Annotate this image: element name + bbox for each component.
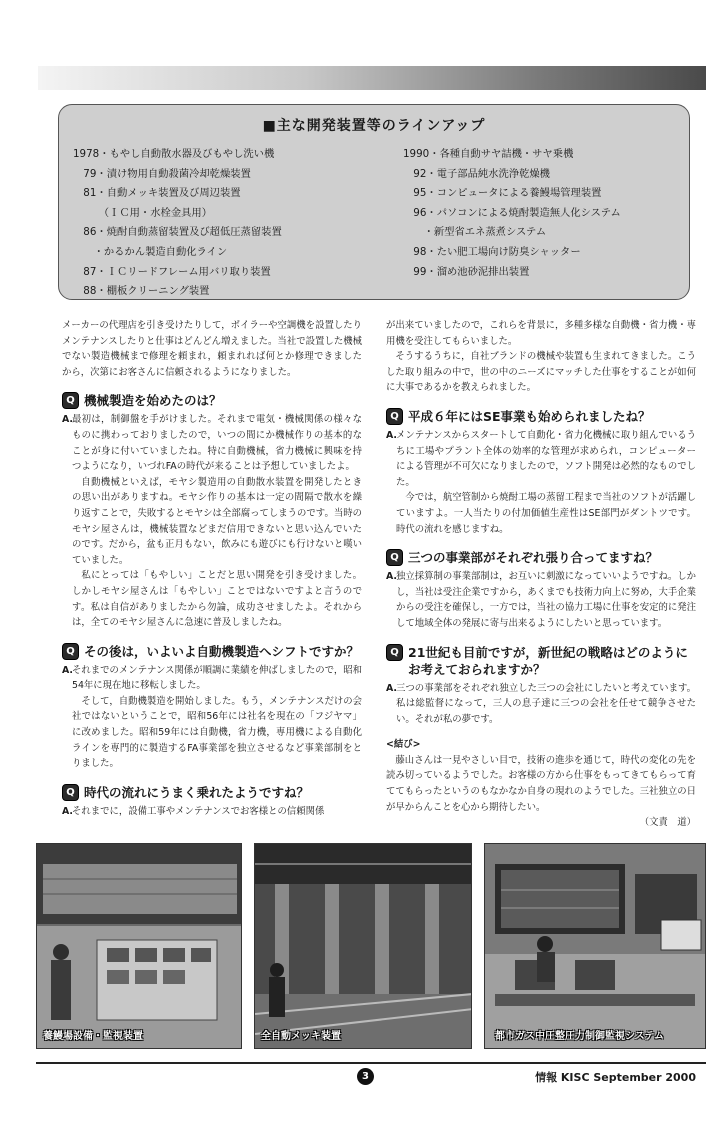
lineup-item: 86・焼酎自動蒸留装置及び超低圧蒸留装置 xyxy=(73,226,282,239)
lineup-title: ■主な開発装置等のラインアップ xyxy=(262,118,486,134)
answer-marker: A. xyxy=(62,805,73,817)
header-gradient-band xyxy=(38,66,706,90)
answer-paragraph: 今では，航空管制から焼酎工場の蒸留工程まで当社のソフトが活躍していますよ。一人当たりの付加価値生産性はSE部門がダントツです。時代の流れを感じますね。 xyxy=(396,492,696,535)
lineup-item: 87・ＩＣリードフレーム用バリ取り装置 xyxy=(73,265,271,278)
question-heading xyxy=(386,644,696,678)
answer-paragraph: それまでに，設備工事やメンテナンスでお客様との信頼関係 xyxy=(72,805,325,817)
lineup-item: 81・自動メッキ装置及び周辺装置 xyxy=(73,187,241,200)
answer-block xyxy=(62,663,362,772)
q-badge-icon: Q xyxy=(62,643,79,660)
answer-block xyxy=(386,569,696,631)
question-heading xyxy=(62,784,362,801)
article-right-column xyxy=(386,318,696,831)
article-left-column xyxy=(62,318,362,819)
answer-marker: A. xyxy=(62,664,73,676)
continuation-paragraph: が出来ていましたので，これらを背景に，多種多様な自動機・省力機・専用機を受注してもらいました。 xyxy=(386,320,696,347)
answer-paragraph: 私にとっては「もやしい」ことだと思い開発を引き受けました。しかしモヤシ屋さんは「もやしい」ことではないですよと言うのです。私は自信がありましたから勿論，成功させましたよ。それからは，全てのモヤシ屋さんに急速に普及しましたね。 xyxy=(72,570,362,629)
eel-farm-photo-illustration xyxy=(37,844,242,1049)
question-heading xyxy=(62,392,362,409)
photo-strip xyxy=(36,843,706,1053)
answer-marker: A. xyxy=(386,429,397,441)
lineup-item: 98・たい肥工場向け防臭シャッター xyxy=(403,245,581,258)
lineup-item: 1990・各種自動サヤ詰機・サヤ乗機 xyxy=(403,148,574,160)
question-text: その後は，いよいよ自動機製造へシフトですか？ xyxy=(84,643,360,659)
question-heading xyxy=(62,643,362,660)
gas-control-photo-illustration xyxy=(485,844,706,1049)
lineup-item: 95・コンピュータによる養鰻場管理装置 xyxy=(403,187,602,200)
photo-caption: 全自動メッキ装置 xyxy=(261,1031,341,1042)
answer-marker: A. xyxy=(386,682,397,694)
answer-paragraph: それまでのメンテナンス関係が順調に業績を伸ばしましたので，昭和54年に現在地に移転しました。 xyxy=(72,664,362,692)
lineup-right-column xyxy=(403,145,621,282)
q-badge-icon: Q xyxy=(386,549,403,566)
q-badge-icon: Q xyxy=(62,784,79,801)
question-text: 平成６年にはSE事業も始められましたね？ xyxy=(408,408,651,424)
photo-plating-machine xyxy=(254,843,472,1049)
lineup-item: 99・溜め池砂泥排出装置 xyxy=(403,265,530,278)
question-heading xyxy=(386,408,696,425)
photo-eel-farm xyxy=(36,843,242,1049)
lineup-item: 79・漬け物用自動殺菌冷却乾燥装置 xyxy=(73,167,251,180)
answer-paragraph: メンテナンスからスタートして自動化・省力化機械に取り組んでいるうちに工場やプラント全体の効率的な管理が求められ，コンピューターによる管理が不可欠になりましたので，ソフト開発は必然的なものでした。 xyxy=(396,429,696,488)
question-text: 三つの事業部がそれぞれ張り合ってますね？ xyxy=(408,550,659,566)
lineup-item: ・新型省エネ蒸煮システム xyxy=(403,226,547,239)
author-signoff: （文責 道） xyxy=(639,817,696,829)
answer-paragraph: そして，自動機製造を開始しました。もう，メンテナンスだけの会社ではないということで，昭和56年には社名を現在の「フジヤマ」に改めました。昭和59年には自動機，省力機，専用機による自動化ラインを専門的に製造するFA事業部を独立させるなど事業部制をとりました。 xyxy=(72,695,362,770)
q-badge-icon: Q xyxy=(386,644,403,661)
lineup-item: （ＩＣ用・水栓金具用） xyxy=(73,206,213,219)
question-heading xyxy=(386,549,696,566)
page-number-badge: 3 xyxy=(357,1068,374,1085)
intro-paragraph: メーカーの代理店を引き受けたりして，ボイラーや空調機を設置したりメンテナンスしたりと仕事はどんどん増えました。当社で設置した機械でない製造機械まで修理を頼まれ，頼まれれば何とか修理できましたから，次第にお客さんに信頼されるようになりました。 xyxy=(62,320,362,378)
lineup-item: 88・棚板クリーニング装置 xyxy=(73,285,210,298)
footer-rule xyxy=(36,1062,706,1064)
answer-marker: A. xyxy=(62,414,73,426)
answer-block xyxy=(62,804,362,820)
question-text: 21世紀も目前ですが，新世紀の戦略はどのようにお考えておられますか？ xyxy=(408,644,688,677)
answer-paragraph: 独立採算制の事業部制は，お互いに刺激になっていいようですね。しかし，当社は受注企業ですから，あくまでも技術力向上に努め，大手企業からの受注を確保し，一方では，当社の協力工場に仕事を安定的に発注して地域全体の発展に寄与出来るようにしたいと思っています。 xyxy=(396,571,697,629)
q-badge-icon: Q xyxy=(62,392,79,409)
answer-block xyxy=(62,412,362,630)
publication-footer: 情報 KISC September 2000 xyxy=(535,1071,696,1084)
answer-paragraph: 自動機械といえば，モヤシ製造用の自動散水装置を開発したときの思い出がありますね。モヤシ作りの基本は一定の間隔で散水を繰り返すことで，失敗するとモヤシは全部腐ってしまうのです。当時のモヤシ屋さんは，機械装置などまだ信用できないと思い込んでいたのです。だから，盆も正月もない，飲みにも遊びにも行けないと嘆いていました。 xyxy=(72,476,362,566)
lineup-item: 1978・もやし自動散水器及びもやし洗い機 xyxy=(73,148,275,160)
answer-marker: A. xyxy=(386,571,397,583)
question-text: 時代の流れにうまく乗れたようですね？ xyxy=(84,784,310,800)
answer-paragraph: 最初は，制御盤を手がけました。それまで電気・機械関係の様々なものに携わっておりましたので，いつの間にか機械作りの基本的なことが身に付いていましたね。特に自動機械，省力機械に興味を持つようになり，いづれFAの時代が来ることは予想していましたよ。 xyxy=(72,414,362,473)
q-badge-icon: Q xyxy=(386,408,403,425)
answer-paragraph: 三つの事業部をそれぞれ独立した三つの会社にしたいと考えています。私は総監督になって，三人の息子達に三つの会社を任せて競争させたい。それが私の夢です。 xyxy=(396,682,696,725)
continuation-paragraph: そうするうちに，自社ブランドの機械や装置も生まれてきました。こうした取り組みの中で，世の中のニーズにマッチした仕事をすることが如何に大事であるかを教えられました。 xyxy=(386,351,696,394)
product-lineup-box xyxy=(58,104,690,300)
answer-block xyxy=(386,681,696,728)
photo-gas-control xyxy=(484,843,706,1049)
photo-caption: 都市ガス中圧整圧力制御監視システム xyxy=(495,1031,664,1042)
lineup-left-column xyxy=(73,145,282,302)
conclusion-heading: <結び> xyxy=(386,739,421,751)
lineup-item: 96・パソコンによる焼酎製造無人化システム xyxy=(403,206,621,219)
answer-block xyxy=(386,428,696,537)
lineup-item: ・かるかん製造自動化ライン xyxy=(73,245,228,258)
question-text: 機械製造を始めたのは？ xyxy=(84,393,222,409)
conclusion-paragraph: 藤山さんは一見やさしい目で，技術の進歩を通じて，時代の変化の先を読み切っているようでした。お客様の方から仕事をもってきてもらって育ててもらったというのもなかなか自身の現れのようでした。三社独立の日が早からんことを心から期待したい。 xyxy=(386,754,696,813)
plating-machine-photo-illustration xyxy=(255,844,472,1049)
photo-caption: 養鰻場設備・監視装置 xyxy=(43,1031,143,1042)
lineup-item: 92・電子部品純水洗浄乾燥機 xyxy=(403,167,550,180)
